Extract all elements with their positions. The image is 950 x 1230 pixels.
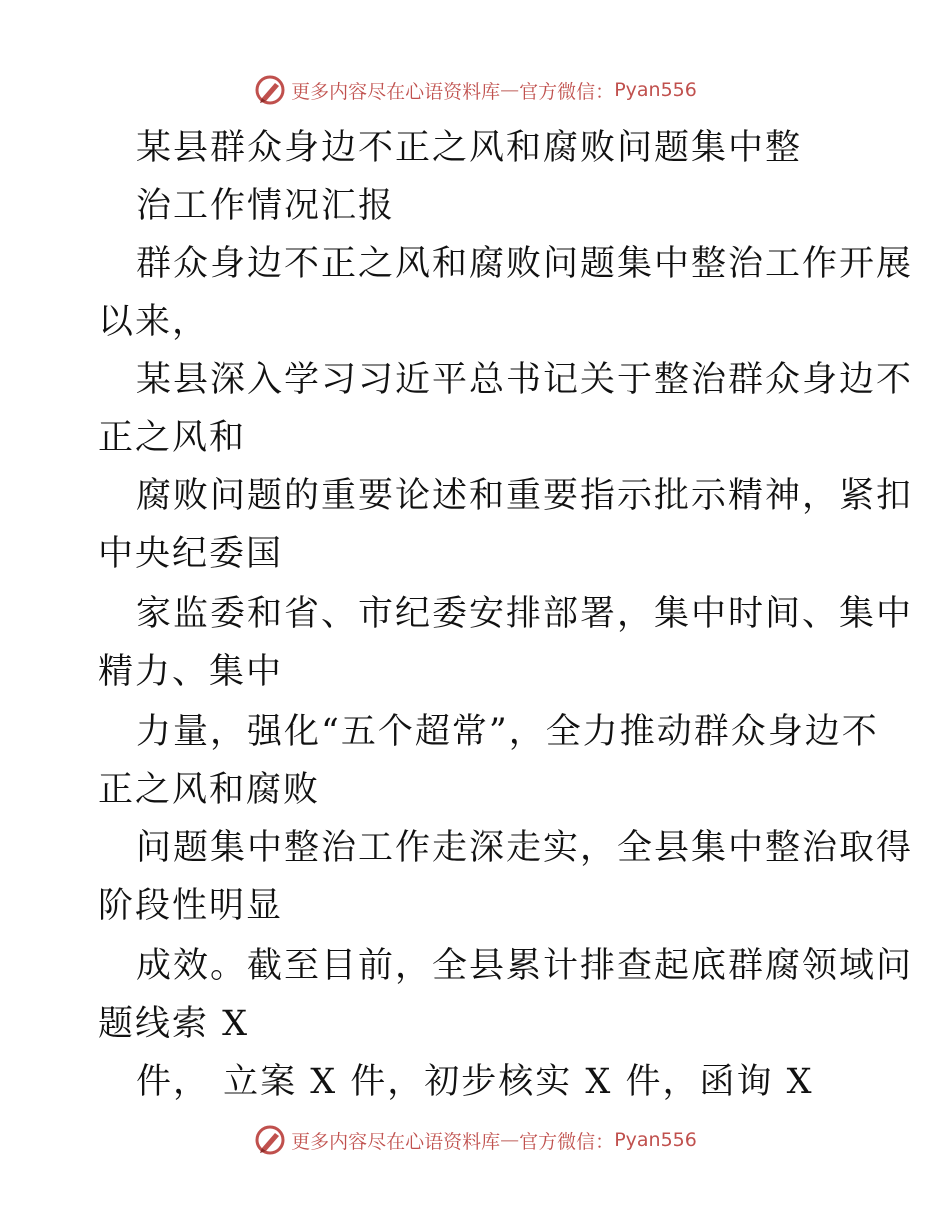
body-line: 以来，: [98, 302, 210, 342]
watermark-banner-bottom: [0, 1120, 950, 1160]
body-line: 腐败问题的重要论述和重要指示批示精神，紧扣: [136, 476, 914, 516]
watermark-separator: —: [500, 79, 520, 101]
body-line: 家监委和省、市纪委安排部署，集中时间、集中: [136, 594, 914, 634]
pen-logo-icon: [253, 1123, 287, 1157]
watermark-account-id: Pyan556: [614, 79, 697, 101]
body-line: 题线索 X: [98, 1004, 250, 1044]
body-line: 群众身边不正之风和腐败问题集中整治工作开展: [136, 244, 914, 284]
watermark-text: 更多内容尽在心语资料库: [291, 80, 501, 103]
body-line: 精力、集中: [98, 652, 284, 692]
body-line: 阶段性明显: [98, 886, 284, 926]
body-line: 正之风和腐败: [98, 770, 321, 810]
watermark-separator: —: [500, 1129, 520, 1151]
watermark-account-label: 官方微信：: [519, 1130, 615, 1153]
watermark-account-label: 官方微信：: [519, 80, 615, 103]
body-line: 某县深入学习习近平总书记关于整治群众身边不: [136, 360, 914, 400]
watermark-text: 更多内容尽在心语资料库: [291, 1130, 501, 1153]
document-title-line-1: 某县群众身边不正之风和腐败问题集中整: [136, 128, 803, 168]
body-line: 成效。截至目前，全县累计排查起底群腐领域问: [136, 946, 914, 986]
document-title-line-2: 治工作情况汇报: [136, 186, 396, 226]
body-line: 问题集中整治工作走深走实，全县集中整治取得: [136, 828, 914, 868]
body-line: 力量，强化“五个超常”，全力推动群众身边不: [136, 712, 879, 752]
body-line: 正之风和: [98, 418, 247, 458]
body-line: 中央纪委国: [98, 534, 284, 574]
body-line: 件， 立案 X 件，初步核实 X 件，函询 X: [136, 1062, 814, 1102]
watermark-account-id: Pyan556: [614, 1129, 697, 1151]
